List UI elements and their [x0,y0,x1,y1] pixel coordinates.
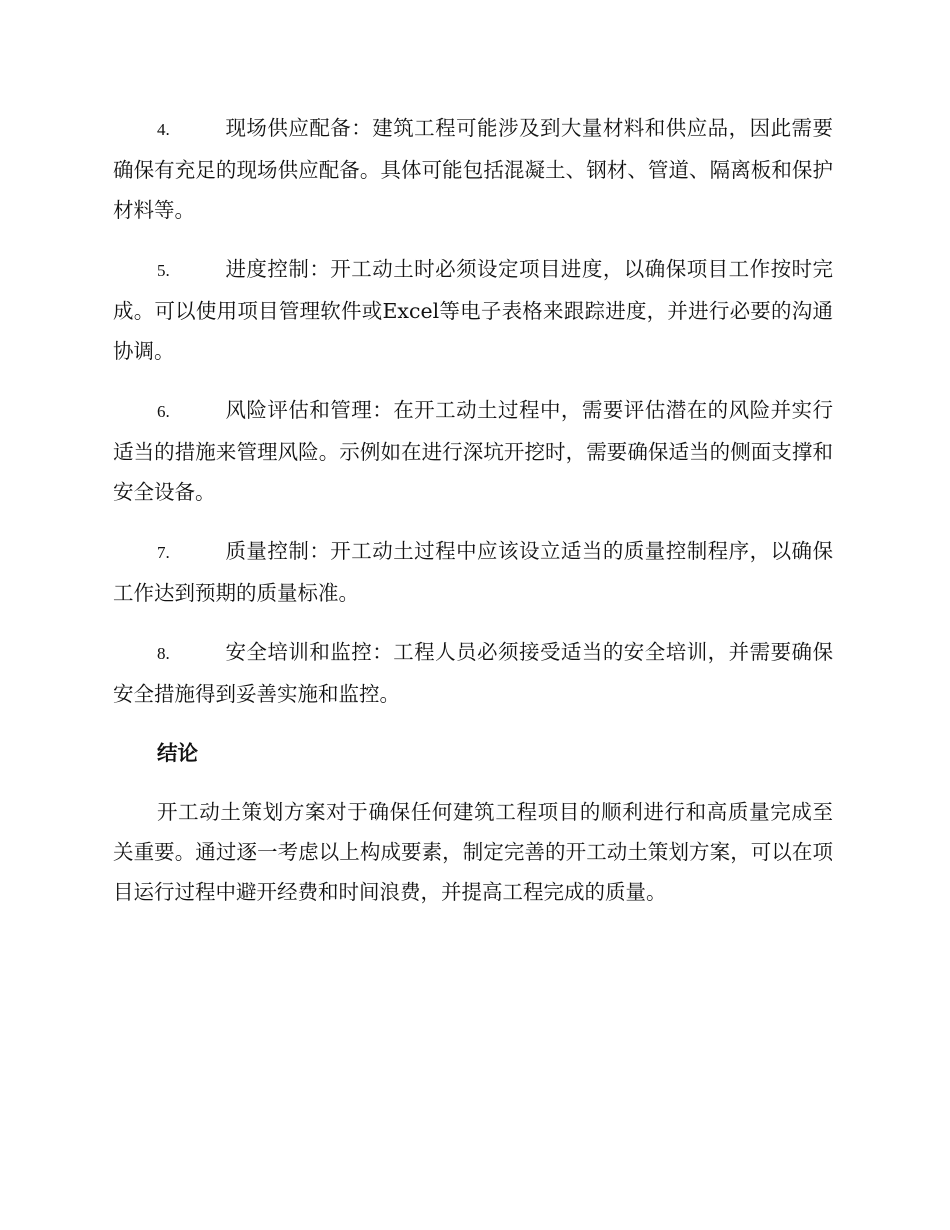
list-item-text: 风险评估和管理：在开工动土过程中，需要评估潜在的风险并实行适当的措施来管理风险。示例如在进行深坑开挖时，需要确保适当的侧面支撑和安全设备。 [113,398,833,504]
list-item-text: 安全培训和监控：工程人员必须接受适当的安全培训，并需要确保安全措施得到妥善实施和监控。 [113,640,833,706]
list-item [113,632,833,714]
list-item [113,249,833,371]
list-item-text: 质量控制：开工动土过程中应该设立适当的质量控制程序，以确保工作达到预期的质量标准。 [113,539,833,605]
list-item [113,390,833,512]
conclusion-heading: 结论 [157,741,198,765]
list-item-number: 5. [157,261,170,280]
list-item [113,108,833,230]
list-item-text: 现场供应配备：建筑工程可能涉及到大量材料和供应品，因此需要确保有充足的现场供应配备。具体可能包括混凝土、钢材、管道、隔离板和保护材料等。 [113,116,833,222]
list-item-text: 进度控制：开工动土时必须设定项目进度，以确保项目工作按时完成。可以使用项目管理软件或Excel等电子表格来跟踪进度，并进行必要的沟通协调。 [113,257,833,363]
conclusion-paragraph: 开工动土策划方案对于确保任何建筑工程项目的顺利进行和高质量完成至关重要。通过逐一考虑以上构成要素，制定完善的开工动土策划方案，可以在项目运行过程中避开经费和时间浪费，并提高工程完成的质量。 [113,800,833,904]
list-item-number: 4. [157,120,170,139]
list-item [113,531,833,613]
list-item-number: 6. [157,402,170,421]
list-item-number: 8. [157,644,170,663]
document-body [113,108,833,912]
list-item-number: 7. [157,543,170,562]
